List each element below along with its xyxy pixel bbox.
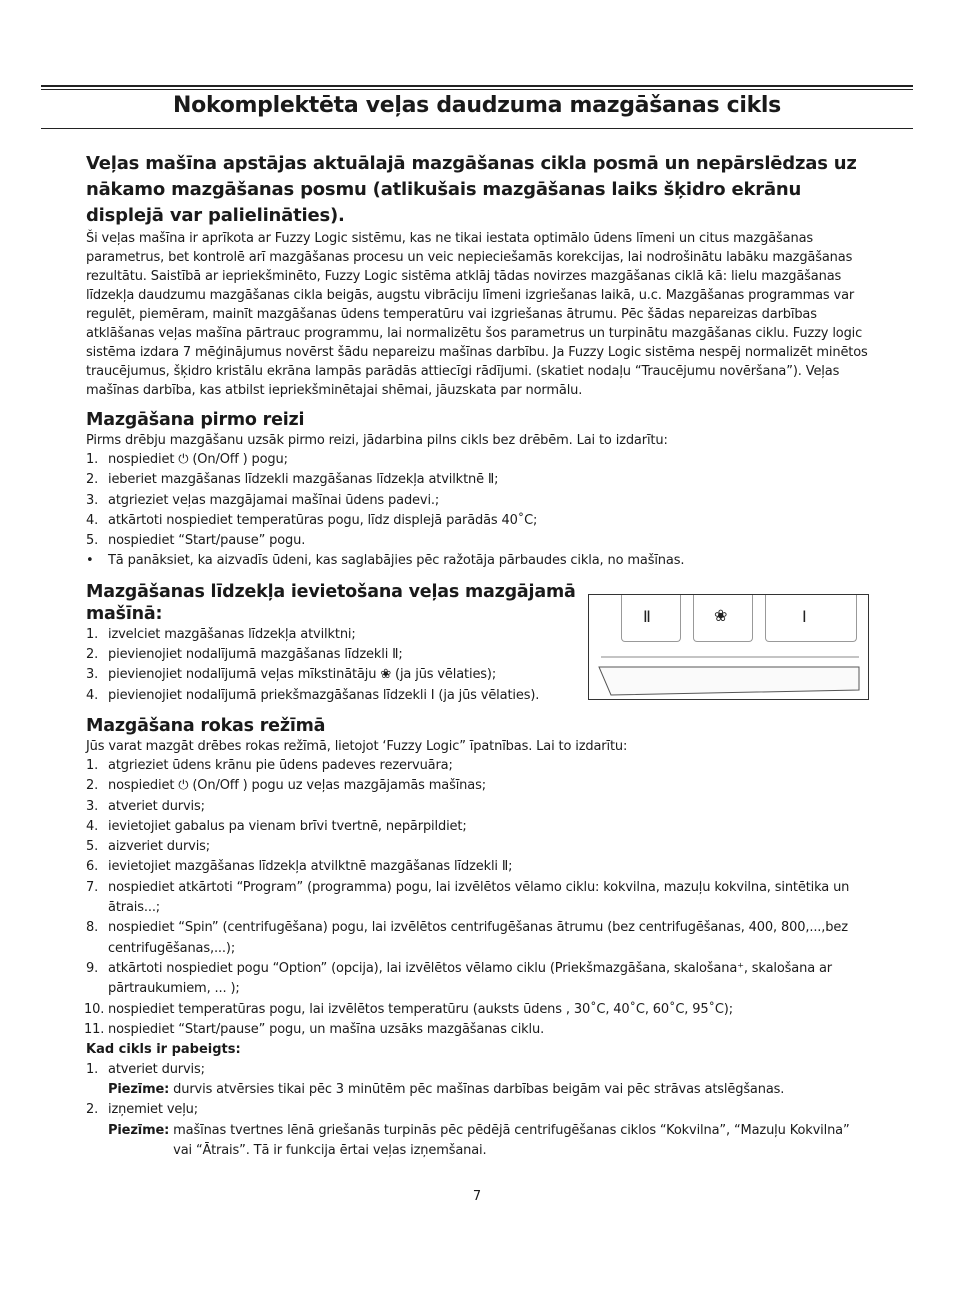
list-text: pievienojiet nodalījumā veļas mīkstinātāju ❀ (ja jūs vēlaties);	[108, 667, 497, 683]
note-text: mašīnas tvertnes lēnā griešanās turpinās pēc pēdējā centrifugēšanas ciklos “Kokvilna”, “Mazuļu Kokvilna” vai “Ātrais”. Tā ir funkcija ērtai veļas izņemšanai.	[173, 1122, 850, 1158]
list-marker: 10.	[84, 1001, 105, 1017]
hand-wash-heading: Mazgāšana rokas režīmā	[86, 715, 326, 736]
list-item	[86, 686, 576, 706]
list-text: atgrieziet veļas mazgājamai mašīnai ūdens padevi.;	[108, 492, 440, 508]
list-text: ievietojiet gabalus pa vienam brīvi tvertnē, nepārpildiet;	[108, 818, 467, 834]
list-text: atkārtoti nospiediet pogu “Option” (opcija), lai izvēlētos vēlamo ciklu (Priekšmazgāšana, skalošana⁺, skalošana ar pārtraukumiem, ... );	[108, 960, 833, 997]
detergent-drawer-illustration	[588, 594, 869, 700]
list-text: atveriet durvis;	[108, 1062, 205, 1078]
drawer-front-lines	[589, 595, 868, 699]
list-text: pievienojiet nodalījumā mazgāšanas līdzekli Ⅱ;	[108, 647, 403, 663]
list-text: pievienojiet nodalījumā priekšmazgāšanas līdzekli Ⅰ (ja jūs vēlaties).	[108, 687, 540, 703]
list-text: izņemiet veļu;	[108, 1102, 198, 1118]
list-item	[86, 450, 876, 470]
softener-icon: ❀	[714, 606, 728, 625]
detergent-heading: Mazgāšanas līdzekļa ievietošana veļas mazgājamā mašīnā:	[86, 581, 576, 624]
top-rule-thin	[41, 89, 913, 90]
list-item	[86, 857, 876, 877]
list-marker: 2.	[86, 1102, 99, 1118]
list-item	[86, 511, 876, 531]
list-text: ievietojiet mazgāšanas līdzekļa atvilktnē mazgāšanas līdzekli Ⅱ;	[108, 859, 513, 875]
list-item	[86, 1060, 876, 1080]
list-marker: 5.	[86, 533, 99, 549]
first-wash-heading: Mazgāšana pirmo reizi	[86, 410, 305, 430]
detergent-section	[86, 581, 576, 706]
list-text: nospiediet temperatūras pogu, lai izvēlētos temperatūru (auksts ūdens , 30˚C, 40˚C, 60˚C, 95˚C);	[108, 1001, 733, 1017]
list-text: nospiediet atkārtoti “Program” (programma) pogu, lai izvēlētos vēlamo ciklu: kokvilna, mazuļu kokvilna, sintētika un ātrais...;	[108, 879, 850, 916]
list-item	[86, 756, 876, 776]
first-wash-section	[86, 409, 876, 572]
note	[86, 1080, 876, 1100]
list-item	[86, 1000, 876, 1020]
list-marker: 5.	[86, 839, 99, 855]
list-marker: 4.	[86, 687, 99, 703]
list-item	[86, 1020, 876, 1040]
list-marker: 2.	[86, 472, 99, 488]
note-text: durvis atvērsies tikai pēc 3 minūtēm pēc mašīnas darbības beigām vai pēc strāvas atslēgšanas.	[173, 1082, 785, 1098]
list-marker: 1.	[86, 626, 99, 642]
list-item	[86, 470, 876, 490]
list-item	[86, 551, 876, 571]
list-item	[86, 1100, 876, 1120]
list-item	[86, 625, 576, 645]
list-text: atveriet durvis;	[108, 798, 205, 814]
note-label: Piezīme:	[108, 1122, 170, 1138]
done-steps	[86, 1060, 876, 1161]
first-wash-steps	[86, 450, 876, 572]
list-item	[86, 797, 876, 817]
list-text: ieberiet mazgāšanas līdzekli mazgāšanas līdzekļa atvilktnē Ⅱ;	[108, 472, 499, 488]
list-marker: 7.	[86, 879, 99, 895]
list-text: nospiediet “Start/pause” pogu.	[108, 533, 306, 549]
list-marker: 3.	[86, 798, 99, 814]
list-text: izvelciet mazgāšanas līdzekļa atvilktni;	[108, 626, 356, 642]
list-item	[86, 837, 876, 857]
done-heading: Kad cikls ir pabeigts:	[86, 1042, 241, 1058]
list-marker: 4.	[86, 818, 99, 834]
list-marker: 6.	[86, 859, 99, 875]
page-number: 7	[472, 1189, 482, 1204]
note-label: Piezīme:	[108, 1082, 170, 1098]
list-marker: 3.	[86, 492, 99, 508]
list-item	[86, 817, 876, 837]
list-marker: 4.	[86, 512, 99, 528]
prewash-icon: Ⅰ	[802, 607, 807, 626]
list-marker: 1.	[86, 1062, 99, 1078]
top-rule	[41, 85, 913, 87]
list-item	[86, 776, 876, 796]
list-item	[86, 531, 876, 551]
list-text: nospiediet ⏻ (On/Off ) pogu;	[108, 452, 288, 467]
page-title: Nokomplektēta veļas daudzuma mazgāšanas cikls	[173, 93, 781, 118]
note	[86, 1121, 876, 1161]
list-text: atkārtoti nospiediet temperatūras pogu, līdz displejā parādās 40˚C;	[108, 512, 538, 528]
list-text: atgrieziet ūdens krānu pie ūdens padeves rezervuāra;	[108, 757, 453, 773]
list-text: nospiediet “Start/pause” pogu, un mašīna uzsāks mazgāšanas ciklu.	[108, 1021, 545, 1037]
list-text: Tā panāksiet, ka aizvadīs ūdeni, kas saglabājies pēc ražotāja pārbaudes cikla, no mašīnas.	[108, 553, 685, 569]
list-marker: •	[86, 553, 94, 569]
list-marker: 1.	[86, 757, 99, 773]
list-marker: 2.	[86, 778, 99, 794]
intro-heading: Veļas mašīna apstājas aktuālajā mazgāšanas cikla posmā un nepārslēdzas uz nākamo mazgāšanas posmu (atlikušais mazgāšanas laiks šķidro ekrānu displejā var palielināties).	[86, 153, 857, 226]
intro-body: Ši veļas mašīna ir aprīkota ar Fuzzy Logic sistēmu, kas ne tikai iestata optimālo ūdens līmeni un citus mazgāšanas parametrus, bet kontrolē arī mazgāšanas procesu un veic nepieciešamās korekcijas, lai nodrošinātu labāku mazgāšanas rezultātu. Saistībā ar iepriekšminēto, Fuzzy Logic sistēma atklāj tādas novirzes mazgāšanas ciklā kā: lielu mazgāšanas līdzekļa daudzumu mazgāšanas cikla beigās, augstu vibrāciju līmeni izgriešanas laikā, u.c. Mazgāšanas programmas var regulēt, piemēram, mainīt mazgāšanas ūdens temperatūru vai izgriešanas ātrumu. Pēc šādas nepareizas darbības atklāšanas veļas mašīna pārtrauc programmu, lai normalizētu šos parametrus un turpinātu mazgāšanas ciklu. Fuzzy logic sistēma izdara 7 mēģinājumus novērst šādu nepareizu mašīnas darbību. Ja Fuzzy Logic sistēma nespēj normalizēt minētos traucējumus, šķidro kristālu ekrāna lampās parādās attiecīgi rādījumi. (skatiet nodaļu “Traucējumu novēršana”). Veļas mašīnas darbība, kas atbilst iepriekšminētajai shēmai, jāuzskata par normālu.	[86, 231, 868, 398]
list-marker: 2.	[86, 647, 99, 663]
list-item	[86, 645, 576, 665]
list-text: aizveriet durvis;	[108, 839, 211, 855]
list-item	[86, 491, 876, 511]
list-marker: 8.	[86, 920, 99, 936]
first-wash-lead: Pirms drēbju mazgāšanu uzsāk pirmo reizi, jādarbina pilns cikls bez drēbēm. Lai to izdarītu:	[86, 433, 668, 448]
list-marker: 1.	[86, 452, 99, 467]
list-marker: 9.	[86, 960, 99, 976]
list-item	[86, 665, 576, 685]
list-text: nospiediet “Spin” (centrifugēšana) pogu, lai izvēlētos centrifugēšanas ātrumu (bez centrifugēšanas, 400, 800,...,bez centrifugēšanas,...);	[108, 920, 848, 956]
list-item	[86, 959, 876, 1000]
main-wash-icon: Ⅱ	[643, 607, 651, 626]
hand-wash-section	[86, 715, 876, 1161]
list-item	[86, 918, 876, 959]
detergent-steps	[86, 625, 576, 706]
list-text: nospiediet ⏻ (On/Off ) pogu uz veļas mazgājamās mašīnas;	[108, 778, 486, 794]
hand-wash-lead: Jūs varat mazgāt drēbes rokas režīmā, lietojot ‘Fuzzy Logic” īpatnības. Lai to izdarītu:	[86, 738, 628, 754]
title-underline	[41, 128, 913, 129]
list-marker: 3.	[86, 667, 99, 683]
hand-wash-steps	[86, 756, 876, 1040]
list-marker: 11.	[84, 1021, 105, 1037]
list-item	[86, 878, 876, 919]
